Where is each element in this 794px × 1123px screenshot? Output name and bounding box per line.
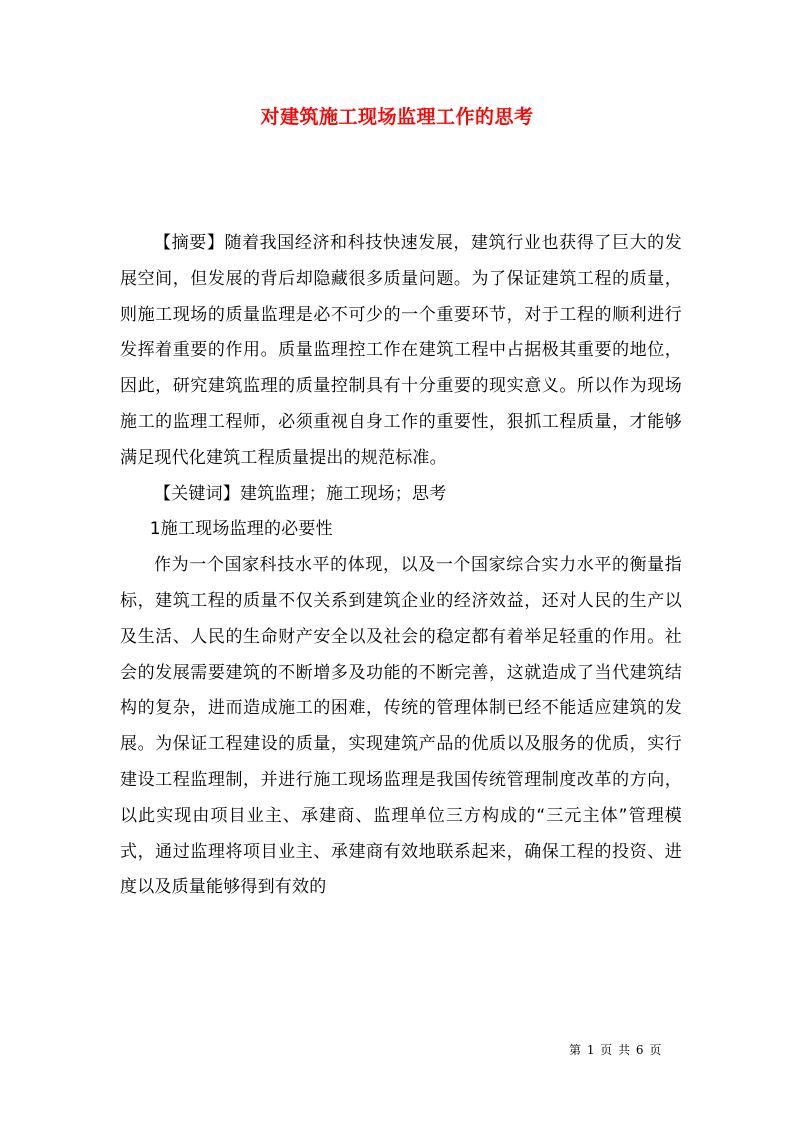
document-title: 对建筑施工现场监理工作的思考 xyxy=(260,106,534,128)
document-body xyxy=(120,226,682,906)
page-footer: 第 1 页 共 6 页 xyxy=(569,1043,663,1057)
keywords-paragraph: 【关键词】建筑监理；施工现场；思考 xyxy=(154,483,447,504)
abstract-paragraph: 【摘要】随着我国经济和科技快速发展，建筑行业也获得了巨大的发展空间，但发展的背后却隐藏很多质量问题。为了保证建筑工程的质量，则施工现场的质量监理是必不可少的一个重要环节，对于工程的顺利进行发挥着重要的作用。质量监理控工作在建筑工程中占据极其重要的地位，因此，研究建筑监理的质量控制具有十分重要的现实意义。所以作为现场施工的监理工程师，必须重视自身工作的重要性，狠抓工程质量，才能够满足现代化建筑工程质量提出的规范标准。 xyxy=(120,233,682,468)
section-heading: 1施工现场监理的必要性 xyxy=(149,519,333,540)
body-paragraph: 作为一个国家科技水平的体现，以及一个国家综合实力水平的衡量指标，建筑工程的质量不仅关系到建筑企业的经济效益，还对人民的生产以及生活、人民的生命财产安全以及社会的稳定都有着举足轻重的作用。社会的发展需要建筑的不断增多及功能的不断完善，这就造成了当代建筑结构的复杂，进而造成施工的困难，传统的管理体制已经不能适应建筑的发展。为保证工程建设的质量，实现建筑产品的优质以及服务的优质，实行建设工程监理制，并进行施工现场监理是我国传统管理制度改革的方向，以此实现由项目业主、承建商、监理单位三方构成的“三元主体”管理模式，通过监理将项目业主、承建商有效地联系起来，确保工程的投资、进度以及质量能够得到有效的 xyxy=(120,555,682,898)
